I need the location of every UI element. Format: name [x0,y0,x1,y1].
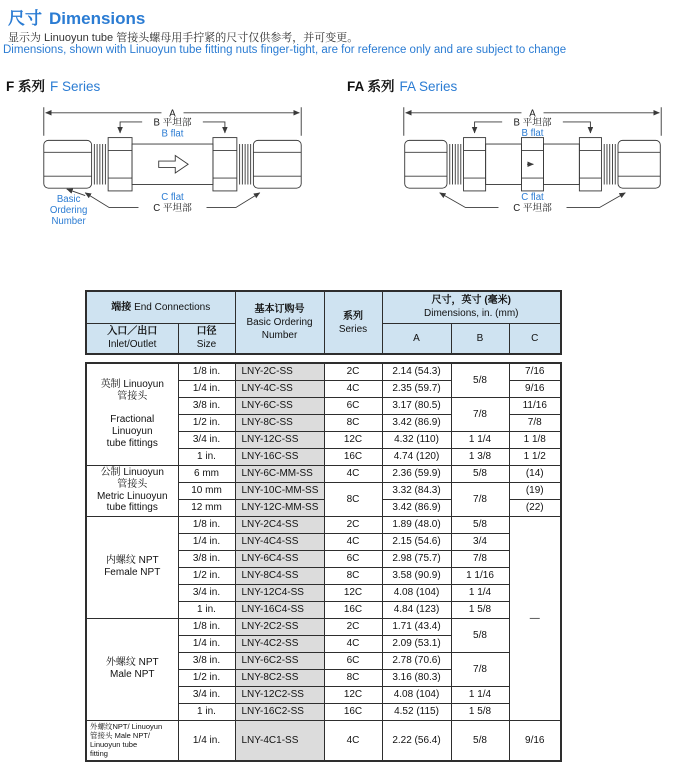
series-cell: 12C [324,584,382,601]
connection-type-label: 公制 Linuoyun 管接头 Metric Linuoyun tube fittings [86,465,178,516]
part-number-cell: LNY-10C-MM-SS [235,482,324,499]
size-cell: 1/2 in. [178,669,235,686]
series-cell: 12C [324,431,382,448]
dim-a-cell: 3.16 (80.3) [382,669,451,686]
dim-c-cell: (22) [509,499,561,516]
dim-a-cell: 3.17 (80.5) [382,397,451,414]
part-number-cell: LNY-4C-SS [235,380,324,397]
size-cell: 1/8 in. [178,516,235,533]
b-flat-en-label: B flat [521,127,544,139]
fa-series-heading-en: FA Series [399,79,458,94]
dim-a-cell: 1.89 (48.0) [382,516,451,533]
dim-a-cell: 2.98 (75.7) [382,550,451,567]
c-flat-zh-label: C 平坦部 [153,203,192,215]
size-cell: 1/2 in. [178,414,235,431]
series-cell: 16C [324,601,382,618]
basic-ordering-label-3: Number [51,216,86,226]
dim-a-cell: 3.42 (86.9) [382,414,451,431]
dim-b-cell: 7/8 [451,397,509,431]
size-cell: 1/4 in. [178,380,235,397]
b-flat-zh-label: B 平坦部 [153,117,192,129]
f-series-diagram [30,97,315,226]
header-dim-b: B [451,323,509,354]
dim-b-cell: 3/4 [451,533,509,550]
header-bon-en: Basic Ordering Number [246,317,313,341]
right-threads [240,144,251,184]
size-cell: 1 in. [178,601,235,618]
size-cell: 1 in. [178,448,235,465]
size-cell: 1/2 in. [178,567,235,584]
series-cell: 6C [324,550,382,567]
right-b-hex [213,138,237,191]
size-cell: 1 in. [178,703,235,720]
table-row [86,363,561,380]
part-number-cell: LNY-6C-MM-SS [235,465,324,482]
header-dim-c: C [509,323,561,354]
size-cell: 12 mm [178,499,235,516]
left-b-hex [464,138,486,191]
dim-a-cell: 4.52 (115) [382,703,451,720]
size-cell: 6 mm [178,465,235,482]
dim-a-cell: 2.22 (56.4) [382,720,451,761]
header-inlet-outlet [86,323,178,354]
dim-b-cell: 1 5/8 [451,703,509,720]
series-cell: 8C [324,414,382,431]
left-nut [405,140,447,188]
dim-c-cell: (14) [509,465,561,482]
b-flat-zh-label: B 平坦部 [513,117,552,129]
size-cell: 1/8 in. [178,363,235,380]
dim-a-cell: 3.42 (86.9) [382,499,451,516]
fa-series-diagram [390,97,675,226]
dim-a-cell: 2.36 (59.9) [382,465,451,482]
dim-a-cell: 2.78 (70.6) [382,652,451,669]
right-nut [253,140,301,188]
dimensions-table-section [85,290,561,762]
size-cell: 1/4 in. [178,533,235,550]
c-flat-leader-left [440,193,499,208]
dim-c-cell: 1 1/2 [509,448,561,465]
part-number-cell: LNY-16C2-SS [235,703,324,720]
size-cell: 1/8 in. [178,618,235,635]
c-flat-en-label: C flat [161,192,184,204]
left-nut [44,140,92,188]
header-series [324,291,382,354]
left-b-hex [108,138,132,191]
fa-series-heading [347,75,457,95]
series-cell: 16C [324,448,382,465]
dim-a-cell: 2.15 (54.6) [382,533,451,550]
c-flat-leader-right [567,193,626,208]
connection-type-label: 内螺纹 NPT Female NPT [86,516,178,618]
header-dimensions-en: Dimensions, in. (mm) [424,308,519,320]
connection-type-label: 英制 Linuoyun 管接头 Fractional Linuoyun tube fittings [86,363,178,465]
table-row [86,720,561,761]
series-cell: 16C [324,703,382,720]
connection-type-label: 外螺纹NPT/ Linuoyun 管接头 Male NPT/ Linuoyun tube fitting [86,720,178,761]
series-cell: 6C [324,397,382,414]
dim-c-cell: 9/16 [509,380,561,397]
dim-a-label: A [169,108,176,120]
note-zh: 显示为 Linuoyun tube 管接头螺母用手拧紧的尺寸仅供参考，并可变更。 [8,32,359,44]
part-number-cell: LNY-2C2-SS [235,618,324,635]
body [132,144,213,184]
dim-c-cell: (19) [509,482,561,499]
size-cell: 3/4 in. [178,584,235,601]
c-flat-en-label: C flat [521,192,544,204]
part-number-cell: LNY-4C4-SS [235,533,324,550]
f-series-heading-zh: F 系列 [6,79,45,94]
part-number-cell: LNY-16C-SS [235,448,324,465]
part-number-cell: LNY-6C-SS [235,397,324,414]
dim-b-cell: 5/8 [451,720,509,761]
part-number-cell: LNY-12C4-SS [235,584,324,601]
header-end-connections [86,291,235,323]
right-threads [604,144,615,184]
connection-type-label: 外螺纹 NPT Male NPT [86,618,178,720]
right-b-hex [579,138,601,191]
b-flat-leader-left [475,122,503,133]
part-number-cell: LNY-8C2-SS [235,669,324,686]
dim-b-cell: 1 5/8 [451,601,509,618]
dim-c-cell: — [509,516,561,720]
fa-series-heading-zh: FA 系列 [347,79,395,94]
dim-b-cell: 7/8 [451,550,509,567]
dim-c-cell: 1 1/8 [509,431,561,448]
header-end-connections-en: End Connections [134,301,211,313]
left-threads [450,144,461,184]
page-title-zh: 尺寸 [8,9,42,28]
size-cell: 1/4 in. [178,635,235,652]
series-cell: 8C [324,567,382,584]
c-flat-leader-left [85,193,138,208]
series-cell: 2C [324,618,382,635]
series-cell: 4C [324,533,382,550]
size-cell: 3/8 in. [178,652,235,669]
header-dim-a: A [382,323,451,354]
f-series-heading [6,75,100,95]
dim-b-cell: 7/8 [451,652,509,686]
header-size-en: Size [196,339,217,351]
dim-a-label: A [529,108,536,120]
size-cell: 3/4 in. [178,686,235,703]
part-number-cell: LNY-4C1-SS [235,720,324,761]
part-number-cell: LNY-8C-SS [235,414,324,431]
dim-a-cell: 4.08 (104) [382,584,451,601]
f-series-heading-en: F Series [50,79,101,94]
table-row [86,618,561,635]
page-title [8,4,145,29]
header-inlet-zh: 入口／出口 [107,326,158,338]
dim-a-cell: 2.14 (54.3) [382,363,451,380]
size-cell: 10 mm [178,482,235,499]
series-cell: 4C [324,465,382,482]
flow-arrow-icon [159,156,188,173]
dim-a-cell: 3.32 (84.3) [382,482,451,499]
b-flat-leader-left [120,122,142,133]
dim-b-cell: 5/8 [451,516,509,533]
body-left [486,144,522,184]
header-bon-zh: 基本订购号 [254,304,305,315]
series-cell: 12C [324,686,382,703]
dim-c-cell: 7/8 [509,414,561,431]
header-size-zh: 口径 [196,326,217,338]
header-inlet-en: Inlet/Outlet [108,339,157,351]
series-cell: 6C [324,652,382,669]
dim-a-cell: 4.32 (110) [382,431,451,448]
size-cell: 3/8 in. [178,397,235,414]
dim-c-cell: 11/16 [509,397,561,414]
series-cell: 2C [324,516,382,533]
dim-c-cell: 7/16 [509,363,561,380]
series-cell: 8C [324,669,382,686]
dim-a-cell: 1.71 (43.4) [382,618,451,635]
series-cell: 8C [324,482,382,516]
dim-a-cell: 2.09 (53.1) [382,635,451,652]
dim-b-cell: 1 1/16 [451,567,509,584]
size-cell: 3/8 in. [178,550,235,567]
b-flat-en-label: B flat [161,128,184,140]
size-cell: 3/4 in. [178,431,235,448]
part-number-cell: LNY-2C-SS [235,363,324,380]
size-cell: 1/4 in. [178,720,235,761]
left-threads [94,144,105,184]
part-number-cell: LNY-12C2-SS [235,686,324,703]
header-series-en: Series [338,323,368,335]
part-number-cell: LNY-6C2-SS [235,652,324,669]
part-number-cell: LNY-8C4-SS [235,567,324,584]
basic-ordering-label-1: Basic [56,193,81,205]
header-series-zh: 系列 [343,310,364,322]
part-number-cell: LNY-4C2-SS [235,635,324,652]
dimensions-table-header [85,290,562,355]
part-number-cell: LNY-12C-SS [235,431,324,448]
dim-a-cell: 2.35 (59.7) [382,380,451,397]
table-header-row-1 [86,291,561,323]
dim-b-cell: 5/8 [451,618,509,652]
part-number-cell: LNY-6C4-SS [235,550,324,567]
c-flat-zh-label: C 平坦部 [513,203,552,215]
header-dimensions [382,291,561,323]
note-en: Dimensions, shown with Linuoyun tube fitting nuts finger-tight, are for reference only and are subject to change [3,44,567,56]
series-cell: 4C [324,635,382,652]
part-number-cell: LNY-16C4-SS [235,601,324,618]
header-end-connections-zh: 端接 [111,301,132,313]
dim-a-cell: 4.84 (123) [382,601,451,618]
dim-a-cell: 4.74 (120) [382,448,451,465]
table-row [86,465,561,482]
page-title-en: Dimensions [49,9,146,28]
dim-a-cell: 3.58 (90.9) [382,567,451,584]
dim-c-cell: 9/16 [509,720,561,761]
dim-b-cell: 7/8 [451,482,509,516]
dim-b-cell: 5/8 [451,363,509,397]
dim-a-cell: 4.08 (104) [382,686,451,703]
header-basic-ordering-number [235,291,324,354]
b-flat-leader-right [563,122,591,133]
dim-b-cell: 5/8 [451,465,509,482]
part-number-cell: LNY-12C-MM-SS [235,499,324,516]
series-cell: 4C [324,720,382,761]
table-row [86,516,561,533]
right-nut [618,140,660,188]
header-dimensions-zh: 尺寸，英寸 (毫米) [431,295,511,307]
header-size [178,323,235,354]
series-cell: 2C [324,363,382,380]
part-number-cell: LNY-2C4-SS [235,516,324,533]
dimensions-table-body [85,362,562,762]
series-cell: 4C [324,380,382,397]
dim-b-cell: 1 1/4 [451,431,509,448]
dim-b-cell: 1 3/8 [451,448,509,465]
b-flat-leader-right [203,122,225,133]
c-flat-leader-right [207,193,260,208]
dim-b-cell: 1 1/4 [451,686,509,703]
body-right [544,144,580,184]
basic-ordering-label-2: Ordering [49,204,88,216]
dim-b-cell: 1 1/4 [451,584,509,601]
